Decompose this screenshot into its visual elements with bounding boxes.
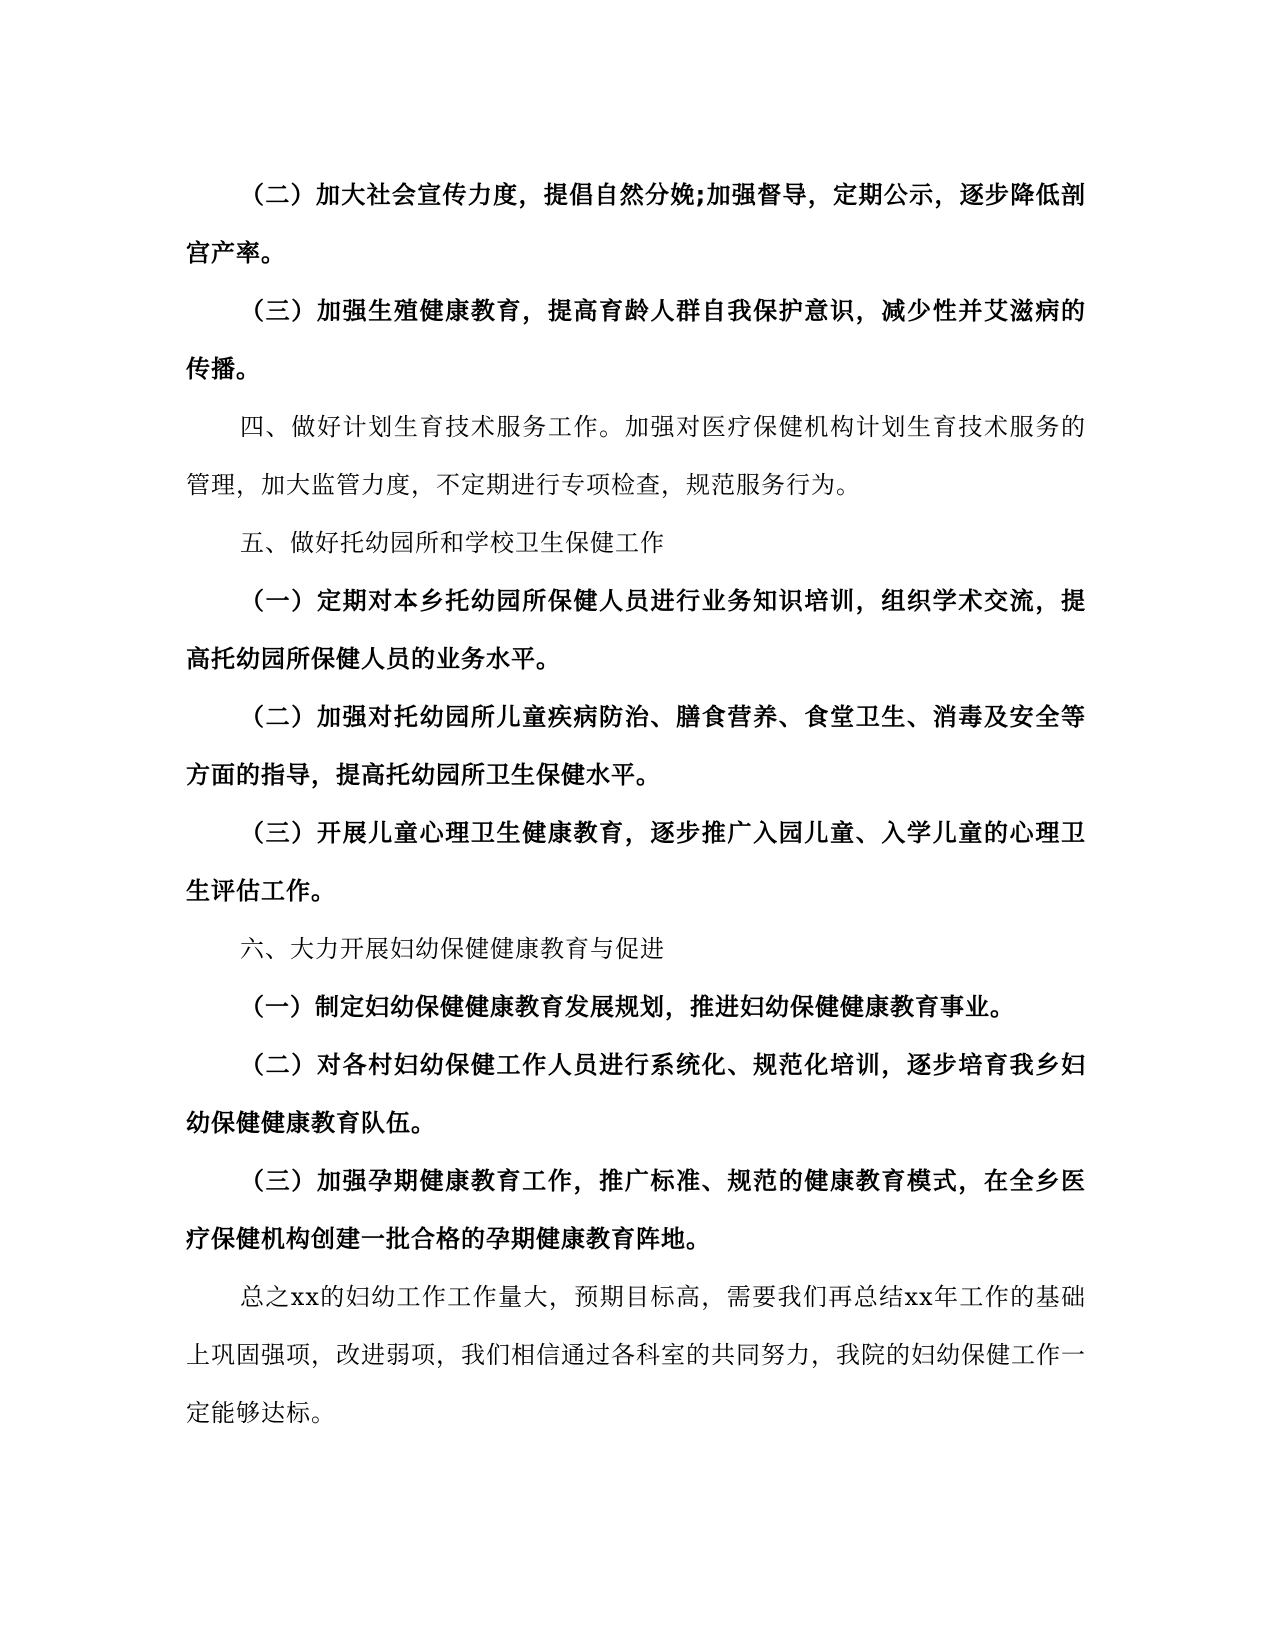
paragraph-3: 四、做好计划生育技术服务工作。加强对医疗保健机构计划生育技术服务的管理，加大监管力度，不定期进行专项检查，规范服务行为。 bbox=[186, 413, 1086, 499]
paragraph-5: （一）定期对本乡托幼园所保健人员进行业务知识培训，组织学术交流，提高托幼园所保健人员的业务水平。 bbox=[186, 587, 1086, 673]
paragraph-10: （二）对各村妇幼保健工作人员进行系统化、规范化培训，逐步培育我乡妇幼保健健康教育队伍。 bbox=[186, 1051, 1086, 1137]
document-body bbox=[186, 166, 1086, 1442]
paragraph-6: （二）加强对托幼园所儿童疾病防治、膳食营养、食堂卫生、消毒及安全等方面的指导，提高托幼园所卫生保健水平。 bbox=[186, 703, 1086, 789]
paragraph-9: （一）制定妇幼保健健康教育发展规划，推进妇幼保健健康教育事业。 bbox=[240, 993, 1015, 1021]
section-heading-5: 五、做好托幼园所和学校卫生保健工作 bbox=[240, 529, 665, 557]
paragraph-1: （二）加大社会宣传力度，提倡自然分娩;加强督导，定期公示，逐步降低剖宫产率。 bbox=[186, 181, 1086, 267]
paragraph-11: （三）加强孕期健康教育工作，推广标准、规范的健康教育模式，在全乡医疗保健机构创建一批合格的孕期健康教育阵地。 bbox=[186, 1167, 1086, 1253]
section-heading-6: 六、大力开展妇幼保健健康教育与促进 bbox=[240, 935, 665, 963]
paragraph-2: （三）加强生殖健康教育，提高育龄人群自我保护意识，减少性并艾滋病的传播。 bbox=[186, 297, 1086, 383]
conclusion-paragraph: 总之xx的妇幼工作工作量大，预期目标高，需要我们再总结xx年工作的基础上巩固强项，改进弱项，我们相信通过各科室的共同努力，我院的妇幼保健工作一定能够达标。 bbox=[186, 1283, 1086, 1427]
paragraph-7: （三）开展儿童心理卫生健康教育，逐步推广入园儿童、入学儿童的心理卫生评估工作。 bbox=[186, 819, 1086, 905]
